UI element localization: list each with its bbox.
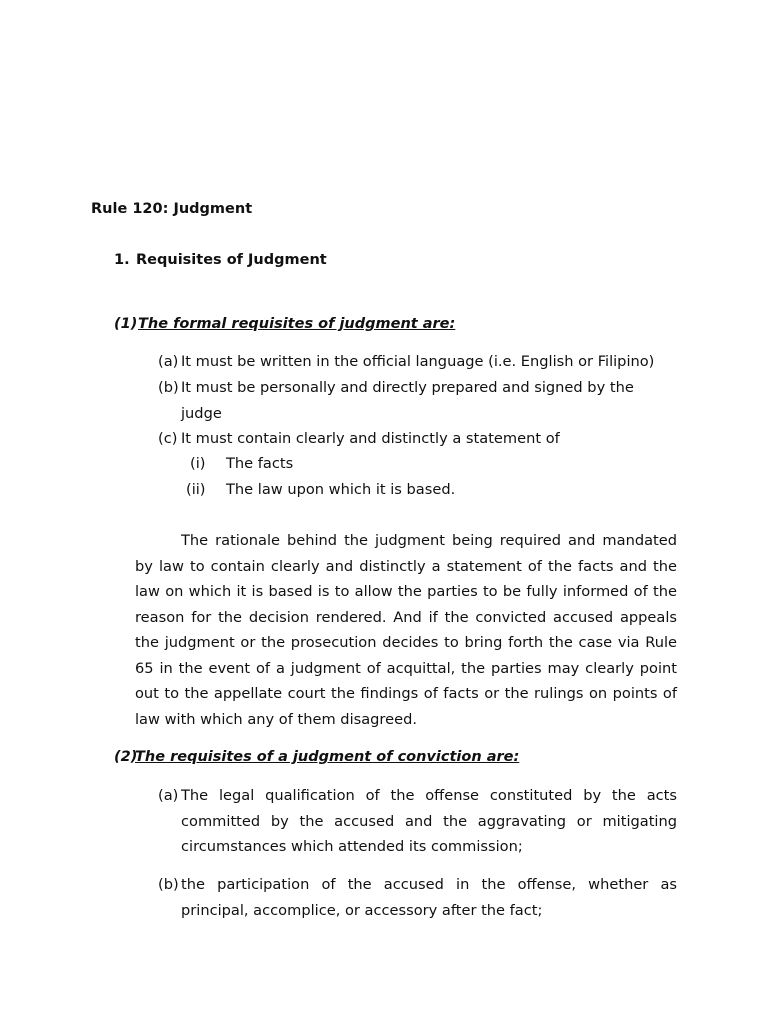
list-item-text: It must be written in the official language (i.e. English or Filipino)	[181, 353, 655, 370]
list-item-text: It must be personally and directly prepared and signed by the judge	[181, 379, 634, 422]
sub-item-text: The facts	[226, 455, 294, 472]
list-item-text: The legal qualification of the offense constituted by the acts committed by the accused and the aggravating or mitigating circumstances which attended its commission;	[181, 787, 677, 855]
rationale-paragraph: The rationale behind the judgment being required and mandated by law to contain clearly and distinctly a statement of the facts and the law on which it is based is to allow the parties to be fully informed of the reason for the decision rendered. And if the convicted accused appeals the judgment or the prosecution decides to bring forth the case via Rule 65 in the event of a judgment of acquittal, the parties may clearly point out to the appellate court the findings of facts or the rulings on points of law with which any of them disagreed.	[135, 532, 677, 728]
conviction-requisites-number: (2)	[114, 749, 138, 765]
list-item-marker: (a)	[158, 787, 179, 804]
conviction-requisites-heading: The requisites of a judgment of conviction are:	[135, 749, 520, 765]
list-item-text: It must contain clearly and distinctly a statement of	[181, 430, 560, 447]
list-item-text: the participation of the accused in the offense, whether as principal, accomplice, or accessory after the fact;	[181, 876, 677, 919]
formal-requisites-number: (1)	[114, 316, 138, 332]
section-number: 1.	[114, 252, 130, 268]
sub-item-text: The law upon which it is based.	[226, 481, 456, 498]
list-item-marker: (c)	[158, 430, 178, 447]
sub-item-marker: (i)	[190, 455, 206, 472]
formal-requisites-heading: The formal requisites of judgment are:	[138, 316, 456, 332]
section-title: Requisites of Judgment	[136, 252, 327, 268]
list-item-marker: (b)	[158, 876, 179, 893]
list-item-marker: (a)	[158, 353, 179, 370]
list-item-marker: (b)	[158, 379, 179, 396]
document-title: Rule 120: Judgment	[91, 201, 253, 217]
sub-item-marker: (ii)	[186, 481, 206, 498]
